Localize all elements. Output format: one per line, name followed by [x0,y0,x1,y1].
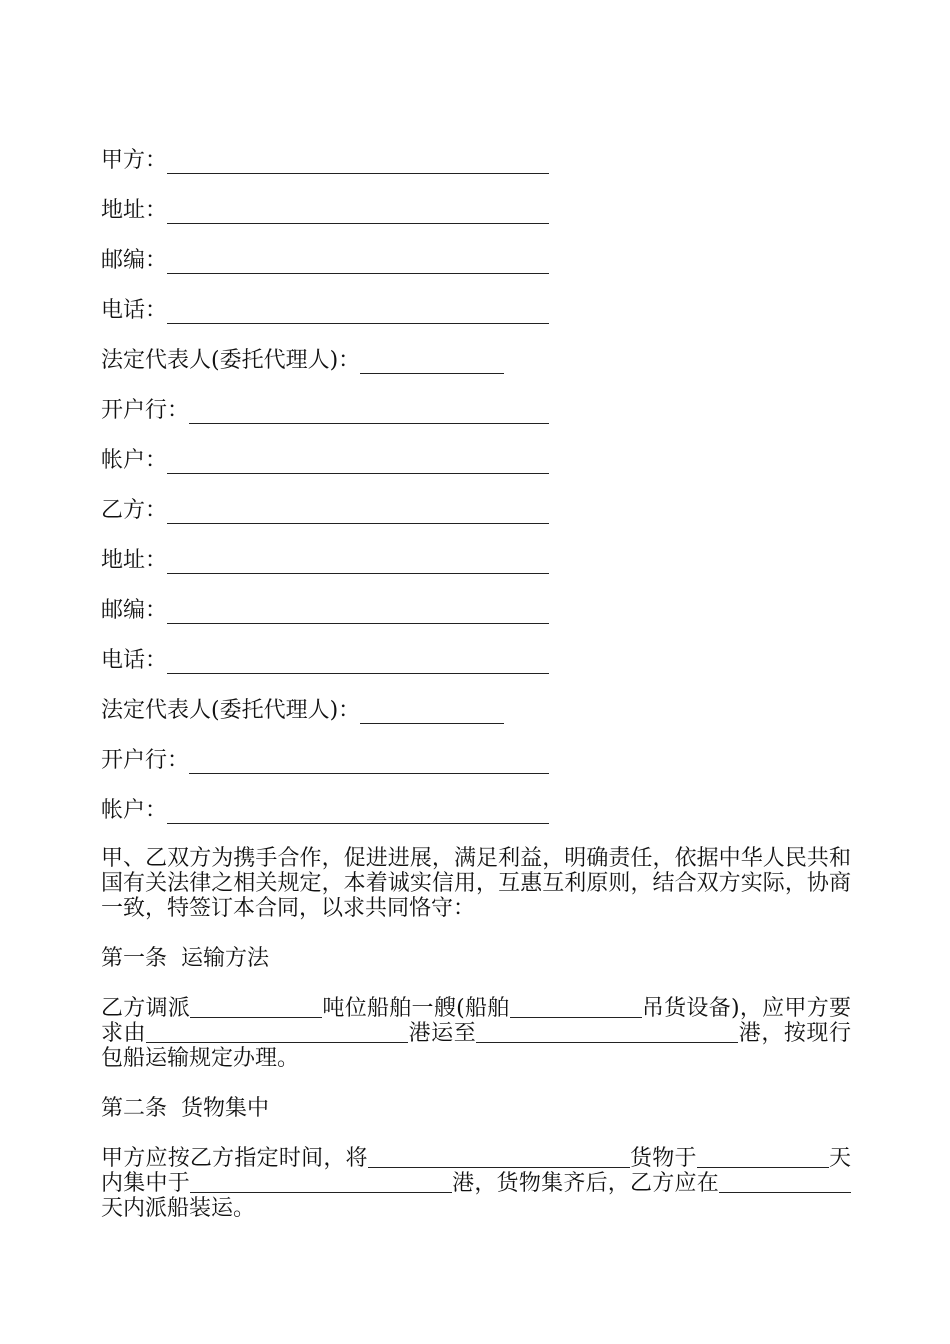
party-b-phone-field [101,646,549,676]
field-label: 帐户： [101,448,168,473]
article-1-body [101,996,851,1071]
party-a-bank-field [101,396,549,426]
fill-in-blank [167,449,549,474]
fill-in-blank [167,149,549,174]
fill-in-blank [167,799,549,824]
fill-in-blank [697,1147,829,1168]
fill-in-blank [189,749,549,774]
article-2-text: 天内集中于 [101,1146,851,1196]
article-2-text: 货物于 [629,1146,697,1171]
article-2-text: 甲方应按乙方指定时间，将 [101,1146,368,1171]
article-1-text: 乙方调派 [101,996,191,1021]
article-2-body [101,1146,851,1221]
party-a-address-field [101,196,549,226]
field-label: 法定代表人(委托代理人)： [101,348,361,373]
field-label: 开户行： [101,748,190,773]
article-1-text: 港，按现行包船运输规定办理。 [101,1021,851,1071]
field-label: 邮编： [101,248,168,273]
party-a-account-field [101,446,549,476]
fill-in-blank [190,997,322,1018]
field-label: 帐户： [101,798,168,823]
fill-in-blank [167,499,549,524]
fill-in-blank [190,1172,452,1193]
fill-in-blank [167,549,549,574]
article-1-text: 吊货设备)，应甲方要求由 [101,996,851,1046]
field-label: 地址： [101,548,168,573]
field-label: 邮编： [101,598,168,623]
field-label: 电话： [101,648,168,673]
party-a-phone-field [101,296,549,326]
field-label: 地址： [101,198,168,223]
fill-in-blank [510,997,642,1018]
fill-in-blank [719,1172,851,1193]
fill-in-blank [167,599,549,624]
fill-in-blank [146,1022,408,1043]
fill-in-blank [476,1022,738,1043]
party-b-legal-rep-field [101,696,504,726]
fill-in-blank [189,399,549,424]
field-label: 电话： [101,298,168,323]
party-b-postcode-field [101,596,549,626]
party-a-postcode-field [101,246,549,276]
party-b-account-field [101,796,549,826]
fill-in-blank [360,349,504,374]
article-2-text: 港，货物集齐后，乙方应在 [451,1171,719,1196]
fill-in-blank [167,299,549,324]
fill-in-blank [167,199,549,224]
field-label: 开户行： [101,398,190,423]
article-1-text: 吨位船舶一艘(船舶 [322,996,510,1021]
field-label: 法定代表人(委托代理人)： [101,698,361,723]
fill-in-blank [360,699,504,724]
article-2-heading: 第二条 货物集中 [101,1096,269,1121]
fill-in-blank [167,249,549,274]
intro-paragraph: 甲、乙双方为携手合作，促进进展，满足利益，明确责任，依据中华人民共和国有关法律之相关规定，本着诚实信用，互惠互利原则，结合双方实际，协商一致，特签订本合同，以求共同恪守： [101,846,851,921]
article-1-heading: 第一条 运输方法 [101,946,269,971]
article-1-text: 港运至 [408,1021,477,1046]
party-a-legal-rep-field [101,346,504,376]
article-2-text: 天内派船装运。 [101,1196,256,1221]
party-b-bank-field [101,746,549,776]
field-label: 乙方： [101,498,168,523]
party-b-name-field [101,496,549,526]
fill-in-blank [167,649,549,674]
party-a-name-field [101,146,549,176]
party-b-address-field [101,546,549,576]
field-label: 甲方： [101,148,168,173]
fill-in-blank [368,1147,630,1168]
